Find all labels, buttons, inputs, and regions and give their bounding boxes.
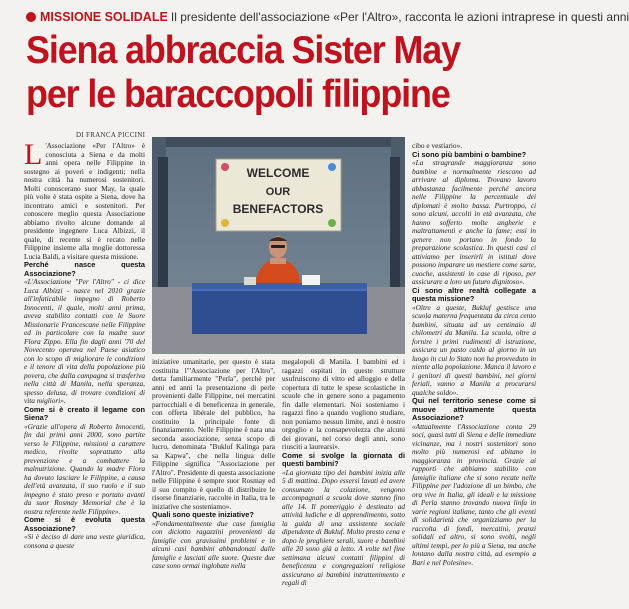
interview-answer: «L'Associazione "Per l'Altro" - ci dice Luca Albizzi - nasce nel 2010 grazie all'infaticabile impegno di Roberto Innocenti, il quale, molti anni prima, aveva stabilito contatti con le Suore Missionarie Francescane nelle Filippine ed in particolare con la madre suor Flora Zippo. Ella fin dagli anni '70 del Novecento operava nel Paese asiatico con lo scopo di migliorare le condizioni e il tenore di vita della popolazione più povera, che dalla campagna si trasferiva nella città di Manila, nella speranza, spesso delusa, di trovare condizioni di vita migliori». bbox=[24, 277, 145, 405]
drop-cap: L bbox=[24, 138, 43, 171]
text-column-3 bbox=[282, 358, 405, 607]
interview-answer: «Attualmente l'Associazione conta 29 soci, quasi tutti di Siena e delle immediate vicinanze, ma i nostri sostenitori sono molto più numerosi ed abitano in maggioranza in provincia. Grazie ai rapporti che abbiamo stabilito con famiglie italiane che si sono recate nelle Filippine per l'adozione di un bimbo, che ora vive in Italia, gli ideali e la missione di Perla stanno trovando nuova linfa in varie regioni italiane, tanto che gli eventi di solidarietà che organizziamo per la raccolta di fondi, mercatini, pranzi solidali ed altro, si sono svolti, negli ultimi tempi, per lo più a Siena, ma anche lontano dalla nostra città, ad esempio a Bari e nel Polesine». bbox=[412, 421, 536, 567]
lead-paragraph bbox=[24, 138, 145, 261]
text-column-1 bbox=[24, 138, 145, 607]
kicker bbox=[26, 9, 629, 25]
interview-answer: «Grazie all'opera di Roberto Innocenti, fin dai primi anni 2000, sono partite verso le Filippine, missioni a carattere medico, rivolte soprattutto alla prevenzione e a combattere la malnutrizione. Quando la madre Flora ha dovuto lasciare le Filippine, a causa dell'età avanzata, il suo ruolo e il suo impegno è stato preso e portato avanti da suor Rosmay Memorial che è la nostra referente nelle Filippine». bbox=[24, 421, 145, 516]
interview-answer: «La stragrande maggioranza sono bambine e normalmente riescono ad arrivare al diploma. Trovano lavoro abbastanza facilmente perché ancora nelle Filippine la percentuale dei diplomati è molto bassa. Purtroppo, ci sono alcuni, accolti in età avanzata, che hanno sofferto molte angherie e maltrattamenti e anche la fame; essi in genere non portano in fondo la preparazione scolastica. In questi casi ci attiviamo per inserirli in istituti dove possono imparare un mestiere come sarte, cuoche, assistenti in case di riposo, per assicurare a loro un futuro dignitoso». bbox=[412, 158, 536, 286]
body-paragraph: cibo e vestiario». bbox=[412, 141, 463, 150]
headline-line-2: per le baraccopoli filippine bbox=[26, 73, 450, 116]
interview-answer: «La giornata tipo dei bambini inizia alle 5 di mattina. Dopo essersi lavati ed avere consumato la colazione, vengono accompagnati a scuola dove stanno fino alle 14. Il pomeriggio è destinato ad attività ludiche e di apprendimento, sotto la guida di una assistente sociale dipendente di Bukluf. Molto presto cena e dopo le preghiere serali, suore e bambini alle 20 sono già a letto. A volte nel fine settimana alcuni contatti filippini di beneficenza e congregazioni religiose assicurano ai bambini intrattenimento e regali di bbox=[282, 467, 405, 587]
banner-line-3: BENEFACTORS bbox=[232, 202, 324, 216]
section-label: MISSIONE SOLIDALE bbox=[40, 10, 168, 24]
bullet-icon bbox=[26, 12, 36, 22]
interview-question: Qui nel territorio senese come si muove attivamente questa Associazione? bbox=[412, 396, 536, 422]
text-column-2 bbox=[152, 358, 275, 607]
interview-question: Come si è creato il legame con Siena? bbox=[24, 404, 145, 422]
banner-line-1: WELCOME bbox=[246, 166, 310, 180]
interview-question: Quali sono queste iniziative? bbox=[152, 510, 254, 519]
lead-text: 'Associazione «Per l'Altro» è conosciuta a Siena e da molti anni opera nelle Filippine in sostegno ai poveri e indigenti; nella nostra città ha numerosi sostenitori. Molti conoscerano suor May, la quale più volte è stata ospite a Siena, dove ha incontrato amici e sostenitori. Per conoscere meglio questa Associazione abbiamo rivolto alcune domande al presidente ingegnere Luca Albizzi, il quale, di recente si è recato nelle Filippine insieme alla moglie dottoressa Lucia Baldi, a visitare questa missione. bbox=[24, 141, 145, 261]
interview-question: Come si è evoluta questa Associazione? bbox=[24, 515, 145, 533]
text-column-4 bbox=[412, 142, 536, 607]
interview-question: Ci sono altre realtà collegate a questa missione? bbox=[412, 285, 536, 303]
interview-answer: «Fondamentalmente due case famiglia con diciotto ragazzini provenienti da famiglie con gravissimi problemi e in alcuni casi bambini abbandonati dalle famiglie e lasciati alle suore. Queste due case sono ormai inglobate nella bbox=[152, 518, 275, 570]
interview-question: Perché nasce questa Associazione? bbox=[24, 260, 145, 278]
photo-illustration bbox=[152, 137, 405, 354]
interview-question: Ci sono più bambini o bambine? bbox=[412, 149, 527, 159]
body-paragraph: megalopoli di Manila. I bambini ed i ragazzi ospitati in queste strutture usufruiscono di vitto ed alloggio e della copertura di tutte le spese scolastiche in scuole che in genere sono a pagamento fin dalle elementari. Noi sosteniamo i ragazzi fino a quando vogliono studiare, non poniamo nessun limite, anzi è nostro orgoglio e la consapevolezza che alcuni dei giovani, nel corso degli anni, sono riusciti a laurearsi». bbox=[282, 357, 405, 451]
article-photo bbox=[152, 137, 405, 354]
body-paragraph: iniziative umanitarie, per questo è stata costituita l'"Associazione per l'Altro", detta familiarmente "Perla", perché per anni ed anni la presentazione di perle provenienti dalle Filippine, nei mercatini parrocchiali e di beneficenza in generale, con offerta libérale del pubblico, ha costituito la principale fonte di finanziamento. Nelle Filippine è nata una seconda associazione, senza scopo di lucro, denominata "Bukluf Kalinga para sa Kapwa", che nella lingua delle Filippine significa "Associazione per l'Altro". Presidente di questa associazione nelle Filippine è sempre suor Rosmay ed il suo compito è quello di distribuire le risorse finanziarie, raccolte in Italia, tra le iniziative che sosteniamo». bbox=[152, 357, 275, 511]
kicker-subtitle: Il presidente dell'associazione «Per l'Altro», racconta le azioni intraprese in questi anni bbox=[170, 10, 629, 24]
byline: DI FRANCA PICCINI bbox=[76, 131, 146, 139]
headline-line-1: Siena abbraccia Sister May bbox=[26, 29, 460, 72]
interview-answer: «Si è deciso di dare una veste giuridica, consona a queste bbox=[24, 532, 145, 550]
interview-question: Come si svolge la giornata di questi bambini? bbox=[282, 450, 405, 468]
banner-line-2: OUR bbox=[265, 186, 291, 198]
headline bbox=[26, 29, 495, 117]
interview-answer: «Oltre a queste, Bukluf gestisce una scuola materna frequentata da circa cento bambini, situata ad un centinaio di chilometri da Manila. La scuola, oltre a fornire i primi rudimenti di istruzione, assicura un pasto caldo al giorno in un luogo in cui lo Stato non ha provveduto in niente alla popolazione. Manca il lavoro e i genitori di questi bambini, nei giorni feriali, vanno a Manila a procurarsi qualche soldo». bbox=[412, 302, 536, 397]
